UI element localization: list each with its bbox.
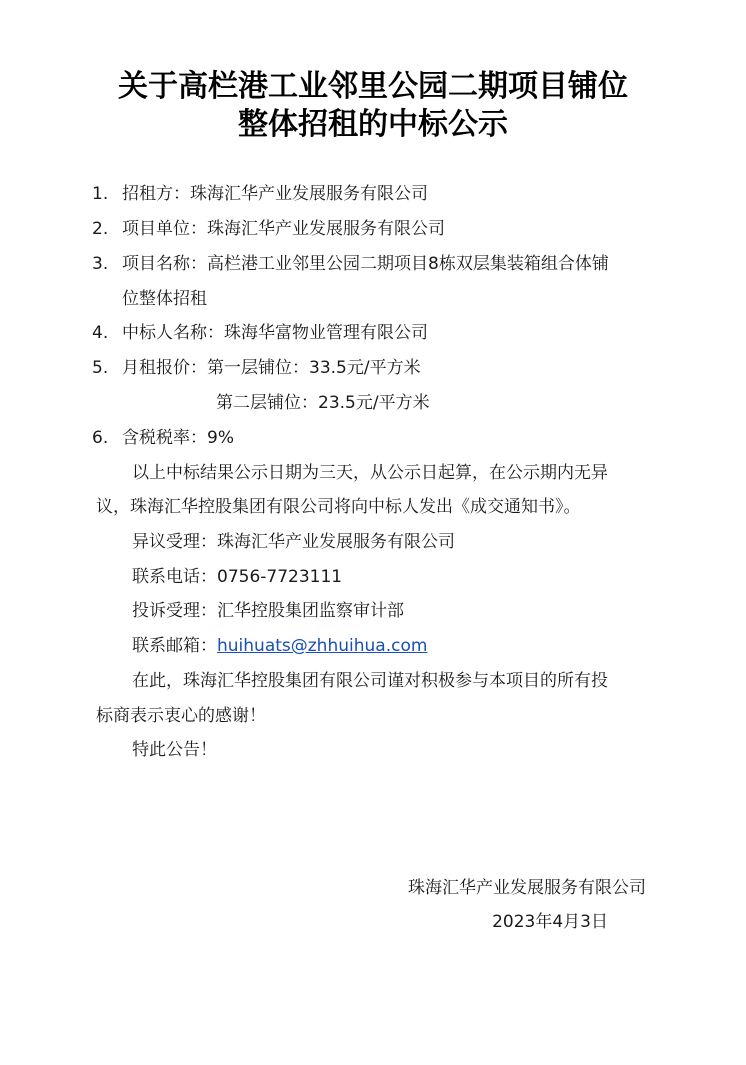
list-item-5-continuation: 第二层铺位：23.5元/平方米 — [216, 393, 430, 413]
list-item-text: 项目单位：珠海汇华产业发展服务有限公司 — [122, 219, 445, 239]
list-item-6 — [92, 427, 234, 449]
email-label: 联系邮箱： — [132, 636, 217, 656]
objection-contact: 异议受理：珠海汇华产业发展服务有限公司 — [132, 532, 455, 552]
document-title-line2: 整体招租的中标公示 — [238, 107, 508, 142]
list-item-4 — [92, 322, 428, 344]
notice-line1: 以上中标结果公示日期为三天，从公示日起算，在公示期内无异 — [132, 463, 608, 483]
list-item-text: 招租方：珠海汇华产业发展服务有限公司 — [122, 184, 428, 204]
phone-contact — [132, 566, 342, 588]
signature-date: 2023年4月3日 — [492, 912, 608, 932]
list-item-2 — [92, 218, 445, 240]
list-item-3 — [92, 253, 609, 275]
list-item-text: 项目名称：高栏港工业邻里公园二期项目8栋双层集装箱组合体铺 — [122, 254, 609, 274]
list-item-number: 3. — [92, 254, 109, 274]
signature-organization: 珠海汇华产业发展服务有限公司 — [408, 878, 646, 898]
list-item-number: 6. — [92, 428, 109, 448]
email-link[interactable]: huihuats@zhhuihua.com — [217, 636, 428, 656]
complaint-contact: 投诉受理：汇华控股集团监察审计部 — [132, 601, 404, 621]
notice-line2: 议，珠海汇华控股集团有限公司将向中标人发出《成交通知书》。 — [96, 497, 581, 517]
list-item-number: 2. — [92, 219, 109, 239]
phone-number: 0756-7723111 — [217, 567, 343, 587]
document-title-line1: 关于高栏港工业邻里公园二期项目铺位 — [118, 69, 628, 104]
list-item-3-continuation: 位整体招租 — [122, 289, 207, 309]
list-item-number: 4. — [92, 323, 109, 343]
list-item-1 — [92, 183, 428, 205]
list-item-number: 1. — [92, 184, 109, 204]
thanks-line2: 标商表示衷心的感谢！ — [96, 706, 266, 726]
phone-label: 联系电话： — [132, 567, 217, 587]
closing-statement: 特此公告！ — [132, 740, 217, 760]
list-item-number: 5. — [92, 358, 109, 378]
list-item-text: 月租报价：第一层铺位：33.5元/平方米 — [122, 358, 421, 378]
list-item-text: 中标人名称：珠海华富物业管理有限公司 — [122, 323, 428, 343]
list-item-5 — [92, 357, 421, 379]
thanks-line1: 在此，珠海汇华控股集团有限公司谨对积极参与本项目的所有投 — [132, 671, 608, 691]
list-item-text: 含税税率：9% — [122, 428, 234, 448]
email-contact — [132, 635, 427, 657]
